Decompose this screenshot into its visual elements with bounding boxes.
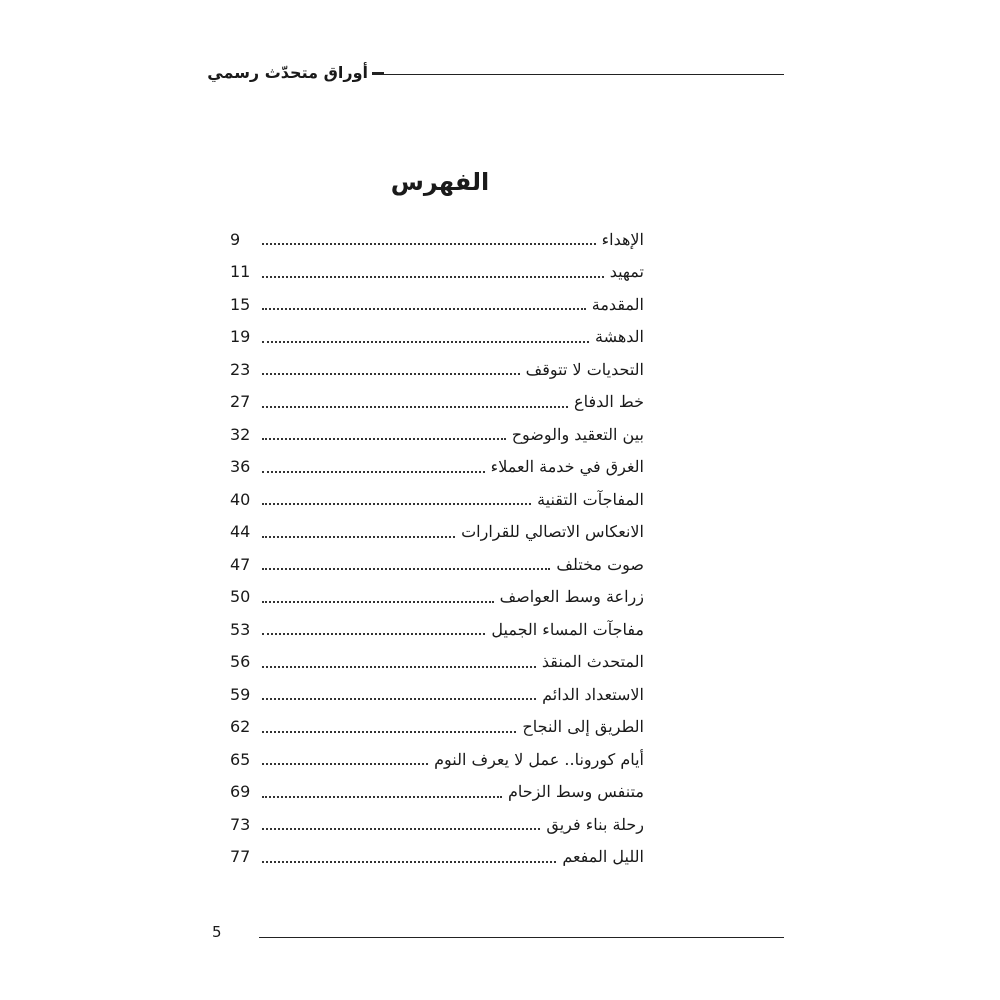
dot-leader [262,796,502,798]
toc-entry-title: متنفس وسط الزحام [507,782,644,802]
dot-leader [262,276,604,278]
toc-entry[interactable] [226,711,644,744]
dot-leader [262,861,556,863]
dot-leader [262,536,455,538]
dot-leader [262,308,586,310]
toc-entry-page: 50 [230,587,251,607]
toc-entry[interactable] [226,516,644,549]
toc-entry-title: الانعكاس الاتصالي للقرارات [461,522,644,542]
toc-entry-page: 77 [230,847,251,867]
dot-leader [262,438,506,440]
dot-leader [262,503,531,505]
toc-entry-title: الدهشة [594,327,644,347]
toc-entry[interactable] [226,386,644,419]
toc-entry-title: خط الدفاع [574,392,644,412]
dot-leader [262,828,540,830]
dot-leader [262,406,568,408]
dot-leader [262,243,596,245]
toc-entry-page: 15 [230,294,251,314]
dot-leader [262,633,485,635]
toc-entry-page: 36 [230,457,251,477]
running-header-title: أوراق متحدّث رسمي [207,63,368,82]
toc-entry-page: 9 [230,229,241,249]
toc-entry-title: بين التعقيد والوضوح [511,424,644,444]
toc-entry-page: 40 [230,489,251,509]
toc-entry-title: المتحدث المنقذ [541,652,644,672]
toc-entry[interactable] [226,288,644,321]
page-number: 5 [212,923,222,941]
toc-entry-page: 53 [230,619,251,639]
toc-entry-title: الغرق في خدمة العملاء [490,457,644,477]
dot-leader [262,731,516,733]
toc-entry[interactable] [226,418,644,451]
dot-leader [262,568,550,570]
toc-entry-title: تمهيد [609,262,644,282]
toc-entry-page: 65 [230,749,251,769]
toc-entry[interactable] [226,776,644,809]
toc-entry-page: 19 [230,327,251,347]
toc-entry[interactable] [226,353,644,386]
toc-entry-title: الليل المفعم [562,847,644,867]
toc-entry[interactable] [226,223,644,256]
dot-leader [262,341,589,343]
toc-entry[interactable] [226,646,644,679]
footer-rule [259,937,784,938]
dot-leader [262,666,536,668]
toc-entry-page: 62 [230,717,251,737]
toc-entry[interactable] [226,256,644,289]
toc-entry-page: 32 [230,424,251,444]
toc-entry-page: 56 [230,652,251,672]
toc-entry-page: 59 [230,684,251,704]
toc-entry[interactable] [226,451,644,484]
toc-entry-page: 69 [230,782,251,802]
toc-entry-title: المفاجآت التقنية [537,489,644,509]
toc-entry-page: 44 [230,522,251,542]
toc-entry[interactable] [226,613,644,646]
toc-entry-title: رحلة بناء فريق [546,814,644,834]
toc-entry[interactable] [226,678,644,711]
dot-leader [262,698,536,700]
toc-entry-page: 23 [230,359,251,379]
toc-entry-page: 27 [230,392,251,412]
toc-entry[interactable] [226,808,644,841]
header-rule [372,74,784,75]
toc-entry-title: الاستعداد الدائم [542,684,644,704]
toc-entry[interactable] [226,483,644,516]
toc-entry-title: التحديات لا تتوقف [525,359,644,379]
toc-entry[interactable] [226,548,644,581]
toc-entry[interactable] [226,581,644,614]
toc-heading: الفهرس [390,168,490,196]
toc-entry-title: مفاجآت المساء الجميل [491,619,644,639]
dot-leader [262,763,428,765]
toc-entry-title: الإهداء [601,229,644,249]
toc-entry-page: 73 [230,814,251,834]
toc-entry-title: صوت مختلف [556,554,644,574]
toc-entry-page: 47 [230,554,251,574]
toc-entry[interactable] [226,841,644,874]
dot-leader [262,471,485,473]
toc-entry[interactable] [226,743,644,776]
toc-entry[interactable] [226,321,644,354]
dot-leader [262,373,520,375]
toc-entry-title: الطريق إلى النجاح [522,717,644,737]
toc-entry-title: المقدمة [591,294,644,314]
toc-entry-title: أيام كورونا.. عمل لا يعرف النوم [434,749,644,769]
toc-entry-page: 11 [230,262,251,282]
toc-entry-title: زراعة وسط العواصف [499,587,644,607]
toc-list [226,223,644,873]
dot-leader [262,601,494,603]
